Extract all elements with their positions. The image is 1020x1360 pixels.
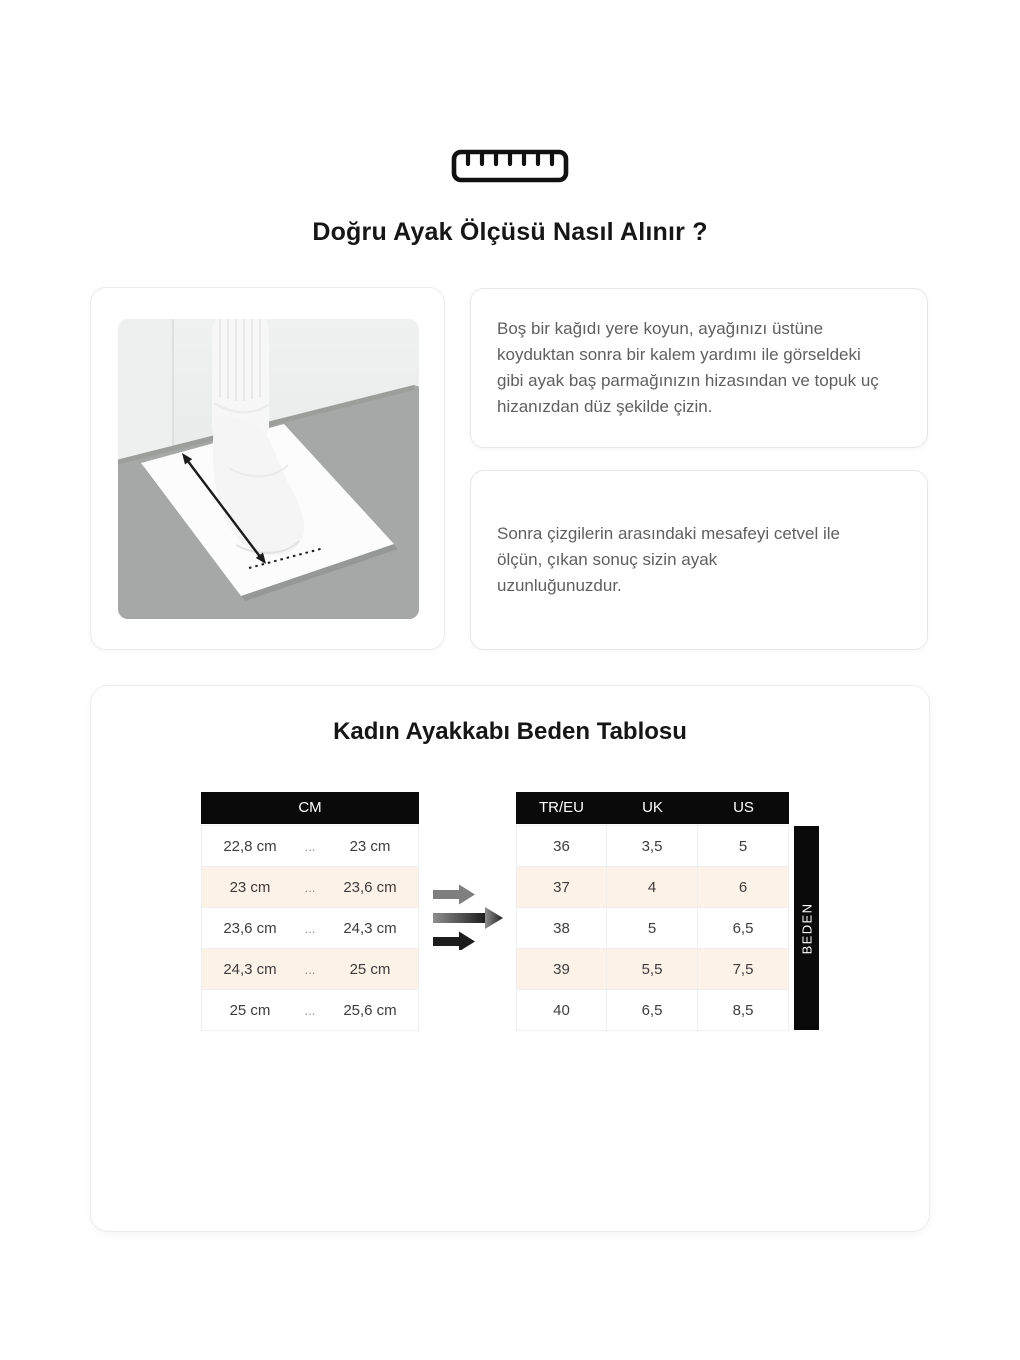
beden-label-text: BEDEN bbox=[799, 902, 815, 954]
size-cell: 5 bbox=[606, 907, 698, 949]
ruler-icon bbox=[451, 149, 569, 183]
cm-min: 23 cm bbox=[229, 878, 271, 896]
table-row bbox=[201, 989, 419, 1031]
size-cell: 40 bbox=[516, 989, 607, 1031]
cm-range-table bbox=[201, 792, 419, 1031]
cm-max: 25,6 cm bbox=[343, 1001, 397, 1019]
size-chart-card bbox=[90, 685, 930, 1232]
column-header-uk: UK bbox=[642, 799, 663, 816]
ruler-icon-wrap bbox=[0, 149, 1020, 183]
foot-measurement-photo bbox=[118, 319, 419, 619]
cm-max: 23 cm bbox=[349, 837, 391, 855]
table-row bbox=[201, 907, 419, 949]
size-chart-title: Kadın Ayakkabı Beden Tablosu bbox=[333, 718, 687, 745]
measure-step-2-card bbox=[470, 470, 928, 650]
cm-max: 24,3 cm bbox=[343, 919, 397, 937]
beden-side-label bbox=[794, 826, 819, 1030]
page-title: Doğru Ayak Ölçüsü Nasıl Alınır ? bbox=[312, 218, 708, 246]
cm-table-header: CM bbox=[201, 792, 419, 824]
size-cell: 4 bbox=[606, 866, 698, 908]
cm-min: 23,6 cm bbox=[223, 919, 277, 937]
size-cell: 6,5 bbox=[697, 907, 789, 949]
table-row bbox=[516, 948, 789, 990]
photo-wall-corner bbox=[118, 319, 173, 460]
table-row bbox=[201, 825, 419, 867]
table-row bbox=[516, 866, 789, 908]
cm-min: 22,8 cm bbox=[223, 837, 277, 855]
range-dots: ... bbox=[304, 838, 316, 854]
cm-min: 24,3 cm bbox=[223, 960, 277, 978]
size-cell: 8,5 bbox=[697, 989, 789, 1031]
measure-step-1-text: Boş bir kağıdı yere koyun, ayağınızı üstüne koyduktan sonra bir kalem yardımı ile görseldeki gibi ayak baş parmağınızın hizasından ve topuk uç hizanızdan düz şekilde çizin. bbox=[497, 319, 879, 416]
size-cell: 3,5 bbox=[606, 825, 698, 867]
conversion-arrows-icon bbox=[433, 880, 505, 950]
table-row bbox=[516, 907, 789, 949]
range-dots: ... bbox=[304, 961, 316, 977]
cm-max: 23,6 cm bbox=[343, 878, 397, 896]
measure-step-2-text: Sonra çizgilerin arasındaki mesafeyi cetvel ile ölçün, çıkan sonuç sizin ayak uzunluğunuzdur. bbox=[497, 524, 840, 595]
table-row bbox=[516, 825, 789, 867]
size-cell: 5 bbox=[697, 825, 789, 867]
cm-min: 25 cm bbox=[229, 1001, 271, 1019]
range-dots: ... bbox=[304, 920, 316, 936]
table-row bbox=[516, 989, 789, 1031]
size-cell: 38 bbox=[516, 907, 607, 949]
range-dots: ... bbox=[304, 879, 316, 895]
table-row bbox=[201, 866, 419, 908]
size-cell: 6 bbox=[697, 866, 789, 908]
size-cell: 37 bbox=[516, 866, 607, 908]
table-row bbox=[201, 948, 419, 990]
cm-max: 25 cm bbox=[349, 960, 391, 978]
foot-measure-photo-card bbox=[90, 287, 445, 650]
size-cell: 39 bbox=[516, 948, 607, 990]
size-conversion-table bbox=[516, 792, 789, 1031]
conversion-table-header-row bbox=[516, 792, 789, 824]
size-cell: 6,5 bbox=[606, 989, 698, 1031]
size-cell: 7,5 bbox=[697, 948, 789, 990]
range-dots: ... bbox=[304, 1002, 316, 1018]
size-cell: 5,5 bbox=[606, 948, 698, 990]
measure-step-1-card bbox=[470, 288, 928, 448]
size-cell: 36 bbox=[516, 825, 607, 867]
column-header-us: US bbox=[733, 799, 754, 816]
column-header-treu: TR/EU bbox=[539, 799, 584, 816]
